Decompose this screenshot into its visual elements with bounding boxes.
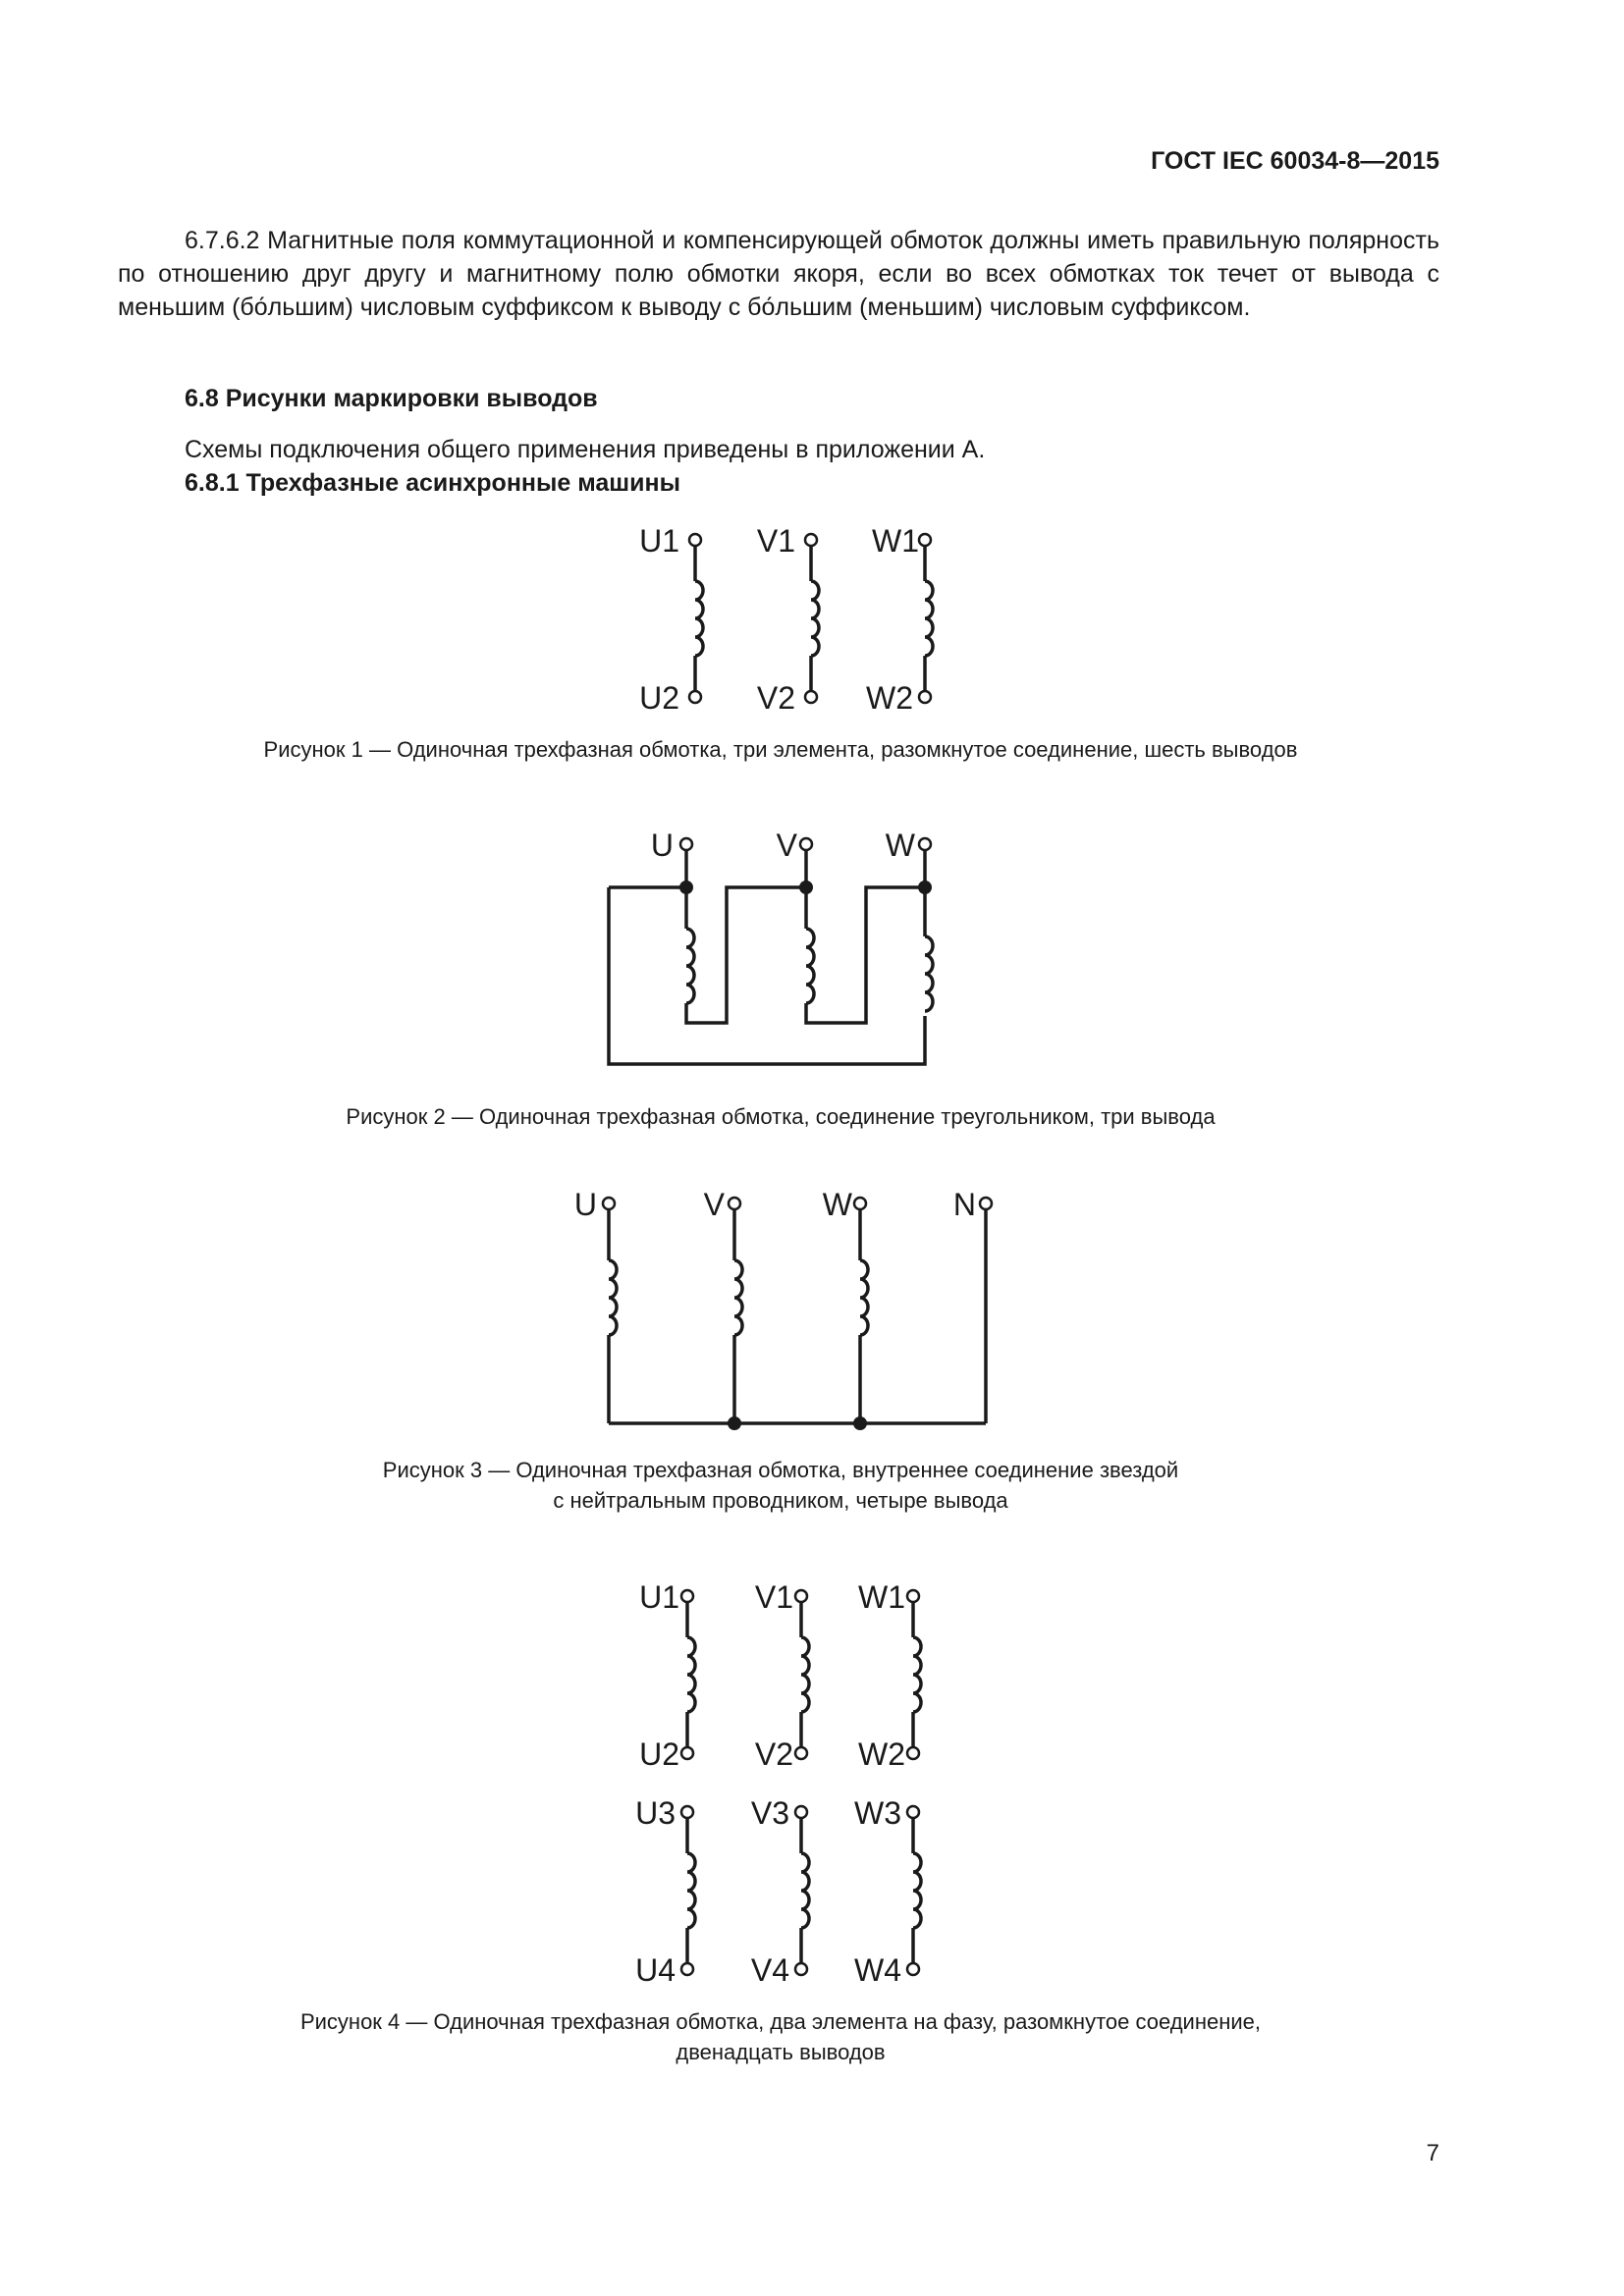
fig1-label-v2: V2	[756, 680, 795, 716]
section-6-8-1-title: 6.8.1 Трехфазные асинхронные машины	[185, 469, 680, 497]
fig4-label-w3: W3	[854, 1795, 901, 1831]
fig1-label-u1: U1	[639, 523, 679, 559]
figure-2-caption: Рисунок 2 — Одиночная трехфазная обмотка, соединение треугольником, три вывода	[346, 1104, 1216, 1129]
fig4-label-u3: U3	[635, 1795, 676, 1831]
fig3-label-n: N	[952, 1187, 976, 1222]
section-6-8-text: Схемы подключения общего применения приведены в приложении А.	[185, 436, 986, 463]
figure-1-diagram	[589, 510, 1001, 726]
fig3-label-w: W	[822, 1187, 852, 1222]
fig4-label-u1: U1	[639, 1579, 679, 1615]
figure-2-diagram	[609, 815, 962, 1080]
fig2-delta-wiring	[609, 838, 933, 1064]
fig4-row-2-windings	[681, 1806, 921, 1975]
fig1-label-v1: V1	[756, 523, 795, 559]
fig4-label-w4: W4	[854, 1952, 901, 1988]
fig1-winding-w	[919, 534, 933, 703]
fig4-label-v3: V3	[750, 1795, 789, 1831]
figure-4-caption-line-2: двенадцать выводов	[676, 2040, 886, 2064]
fig3-label-u: U	[573, 1187, 597, 1222]
fig4-label-w1: W1	[858, 1579, 905, 1615]
fig4-row-1-windings	[681, 1590, 921, 1759]
document-header: ГОСТ IEC 60034-8—2015	[1151, 147, 1439, 175]
fig1-label-u2: U2	[639, 680, 679, 716]
fig3-star-wiring	[603, 1198, 992, 1430]
section-6-8-title: 6.8 Рисунки маркировки выводов	[185, 385, 598, 412]
fig2-label-w: W	[885, 828, 915, 863]
fig3-label-v: V	[703, 1187, 725, 1222]
fig2-label-v: V	[776, 828, 797, 863]
fig4-label-u4: U4	[635, 1952, 676, 1988]
fig1-winding-v	[805, 534, 819, 703]
fig1-label-w2: W2	[866, 680, 913, 716]
figure-1-caption: Рисунок 1 — Одиночная трехфазная обмотка, три элемента, разомкнутое соединение, шесть выводов	[263, 737, 1298, 762]
fig4-label-v4: V4	[750, 1952, 789, 1988]
page-number: 7	[1426, 2140, 1439, 2166]
fig4-label-v2: V2	[754, 1736, 793, 1772]
fig4-label-v1: V1	[754, 1579, 793, 1615]
figure-4-caption-line-1: Рисунок 4 — Одиночная трехфазная обмотка, два элемента на фазу, разомкнутое соединение,	[299, 2009, 1262, 2034]
figure-3-diagram	[550, 1174, 1021, 1439]
fig4-label-w2: W2	[858, 1736, 905, 1772]
paragraph-6-7-6-2: 6.7.6.2 Магнитные поля коммутационной и компенсирующей обмоток должны иметь правильную полярность по отношению друг другу и магнитному полю обмотки якоря, если во всех обмотках ток течет от вывода с меньшим (бо́льшим) числовым суффиксом к выводу с бо́льшим (меньшим) числовым суффиксом.	[118, 227, 1439, 321]
figure-4-diagram	[589, 1567, 1001, 1999]
figure-3-caption-line-2: с нейтральным проводником, четыре вывода	[553, 1488, 1008, 1513]
figure-3-caption-line-1: Рисунок 3 — Одиночная трехфазная обмотка, внутреннее соединение звездой	[382, 1458, 1179, 1482]
fig1-winding-u	[689, 534, 703, 703]
fig1-label-w1: W1	[872, 523, 919, 559]
fig4-label-u2: U2	[639, 1736, 679, 1772]
fig2-label-u: U	[650, 828, 674, 863]
